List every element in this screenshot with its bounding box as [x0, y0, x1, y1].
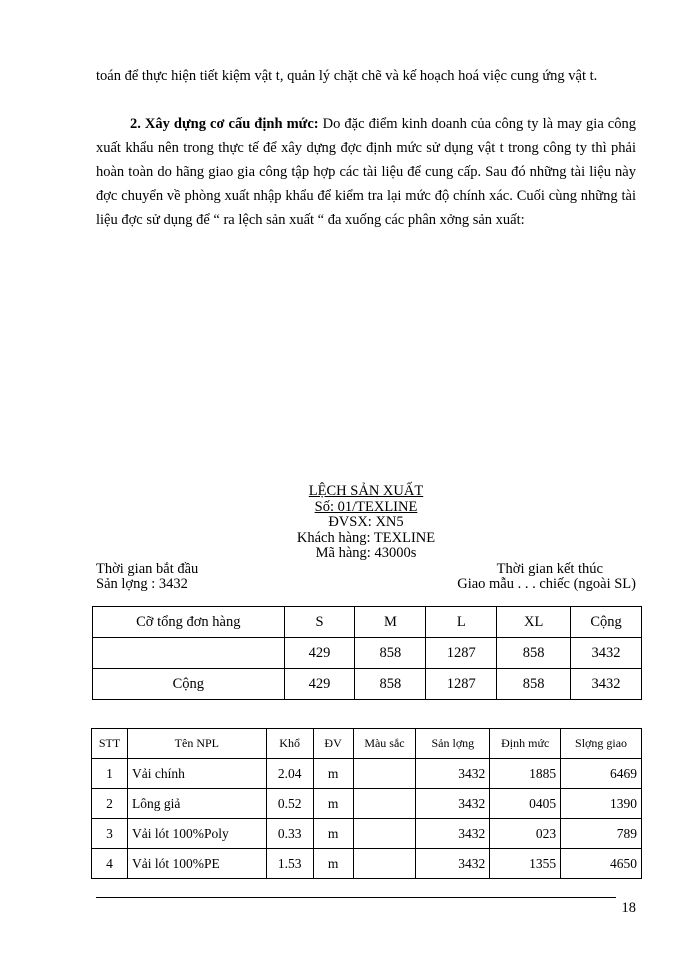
order-number: Số: 01/TEXLINE	[314, 498, 418, 515]
material-cell: 3432	[416, 819, 490, 849]
table-row	[93, 669, 642, 700]
material-header-cell: Tên NPL	[127, 729, 266, 759]
size-cell: 3432	[571, 669, 642, 700]
paragraph-heading: 2. Xây dựng cơ cấu định mức:	[130, 116, 319, 132]
material-cell: 1390	[561, 789, 642, 819]
size-cell: 1287	[426, 669, 497, 700]
order-customer: Khách hàng: TEXLINE	[296, 529, 436, 546]
table-row	[92, 849, 642, 879]
material-cell	[353, 759, 416, 789]
table-row	[93, 638, 642, 669]
size-header-cell: Cộng	[571, 607, 642, 638]
material-cell	[353, 819, 416, 849]
material-cell: 789	[561, 819, 642, 849]
material-cell: 1355	[490, 849, 561, 879]
material-header-cell: Màu sắc	[353, 729, 416, 759]
size-table-header	[93, 607, 642, 638]
material-cell: 0405	[490, 789, 561, 819]
size-cell: 1287	[426, 638, 497, 669]
material-cell: m	[313, 759, 353, 789]
size-cell: 429	[284, 638, 355, 669]
size-header-cell: S	[284, 607, 355, 638]
material-cell: 023	[490, 819, 561, 849]
order-title: LỆCH SẢN XUẤT	[308, 483, 424, 499]
size-cell: 858	[355, 669, 426, 700]
material-cell: 3432	[416, 849, 490, 879]
material-cell: 0.33	[266, 819, 313, 849]
sample-label: Giao mẫu . . . chiếc (ngoài SL)	[457, 576, 636, 592]
paragraph-intro: toán để thực hiện tiết kiệm vật t, quản lý chặt chẽ và kế hoạch hoá việc cung ứng vật t.	[96, 68, 598, 84]
order-unit: ĐVSX: XN5	[328, 514, 404, 530]
material-cell: 2.04	[266, 759, 313, 789]
start-time-label: Thời gian bắt đầu	[96, 561, 199, 577]
page-number: 18	[621, 900, 636, 916]
paragraph-norm-structure	[96, 112, 636, 232]
material-cell: 0.52	[266, 789, 313, 819]
size-cell	[93, 638, 285, 669]
material-cell: 6469	[561, 759, 642, 789]
order-header	[96, 484, 636, 562]
material-cell: Lông giả	[127, 789, 266, 819]
material-cell: 3	[92, 819, 128, 849]
material-cell: 4	[92, 849, 128, 879]
material-cell: 3432	[416, 759, 490, 789]
table-row	[92, 789, 642, 819]
material-cell: Vải lót 100%PE	[127, 849, 266, 879]
material-cell: m	[313, 849, 353, 879]
material-cell: m	[313, 819, 353, 849]
material-header-cell: STT	[92, 729, 128, 759]
size-header-cell: XL	[497, 607, 571, 638]
order-code: Mã hàng: 43000s	[315, 545, 417, 561]
paragraph-body: Do đặc điểm kinh doanh của công ty là may gia công xuất khẩu nên trong thực tế để xây dựng đợc định mức sử dụng vật t trong công ty thì phải hoàn toàn do hãng giao gia công tập hợp các tài liệu để cung cấp. Sau đó những tài liệu này đợc chuyển về phòng xuất nhập khẩu để kiểm tra lại mức độ chính xác. Cuối cùng những tài liệu đợc sử dụng để “ ra lệch sản xuất “ đa xuống các phân xởng sản xuất:	[96, 116, 636, 228]
material-cell: m	[313, 789, 353, 819]
material-cell: Vải lót 100%Poly	[127, 819, 266, 849]
size-header-cell: Cỡ tổng đơn hàng	[93, 607, 285, 638]
table-row	[92, 819, 642, 849]
material-cell: 1.53	[266, 849, 313, 879]
size-header-cell: L	[426, 607, 497, 638]
footer-divider	[96, 897, 616, 898]
material-cell: Vải chính	[127, 759, 266, 789]
size-cell: 3432	[571, 638, 642, 669]
table-row	[92, 759, 642, 789]
material-cell: 1	[92, 759, 128, 789]
material-cell: 4650	[561, 849, 642, 879]
material-cell	[353, 789, 416, 819]
material-cell: 1885	[490, 759, 561, 789]
size-cell: 858	[497, 638, 571, 669]
material-table	[91, 728, 642, 879]
material-header-cell: ĐV	[313, 729, 353, 759]
size-cell: 429	[284, 669, 355, 700]
quantity-label: Sản lợng : 3432	[96, 576, 188, 592]
material-cell: 2	[92, 789, 128, 819]
size-table	[92, 606, 642, 700]
size-cell: 858	[355, 638, 426, 669]
material-header-cell: Sản lợng	[416, 729, 490, 759]
material-table-header	[92, 729, 642, 759]
material-header-cell: Định mức	[490, 729, 561, 759]
material-cell: 3432	[416, 789, 490, 819]
material-header-cell: Slợng giao	[561, 729, 642, 759]
size-cell: 858	[497, 669, 571, 700]
end-time-label: Thời gian kết thúc	[496, 561, 603, 577]
material-header-cell: Khổ	[266, 729, 313, 759]
size-header-cell: M	[355, 607, 426, 638]
material-cell	[353, 849, 416, 879]
size-cell: Cộng	[93, 669, 285, 700]
